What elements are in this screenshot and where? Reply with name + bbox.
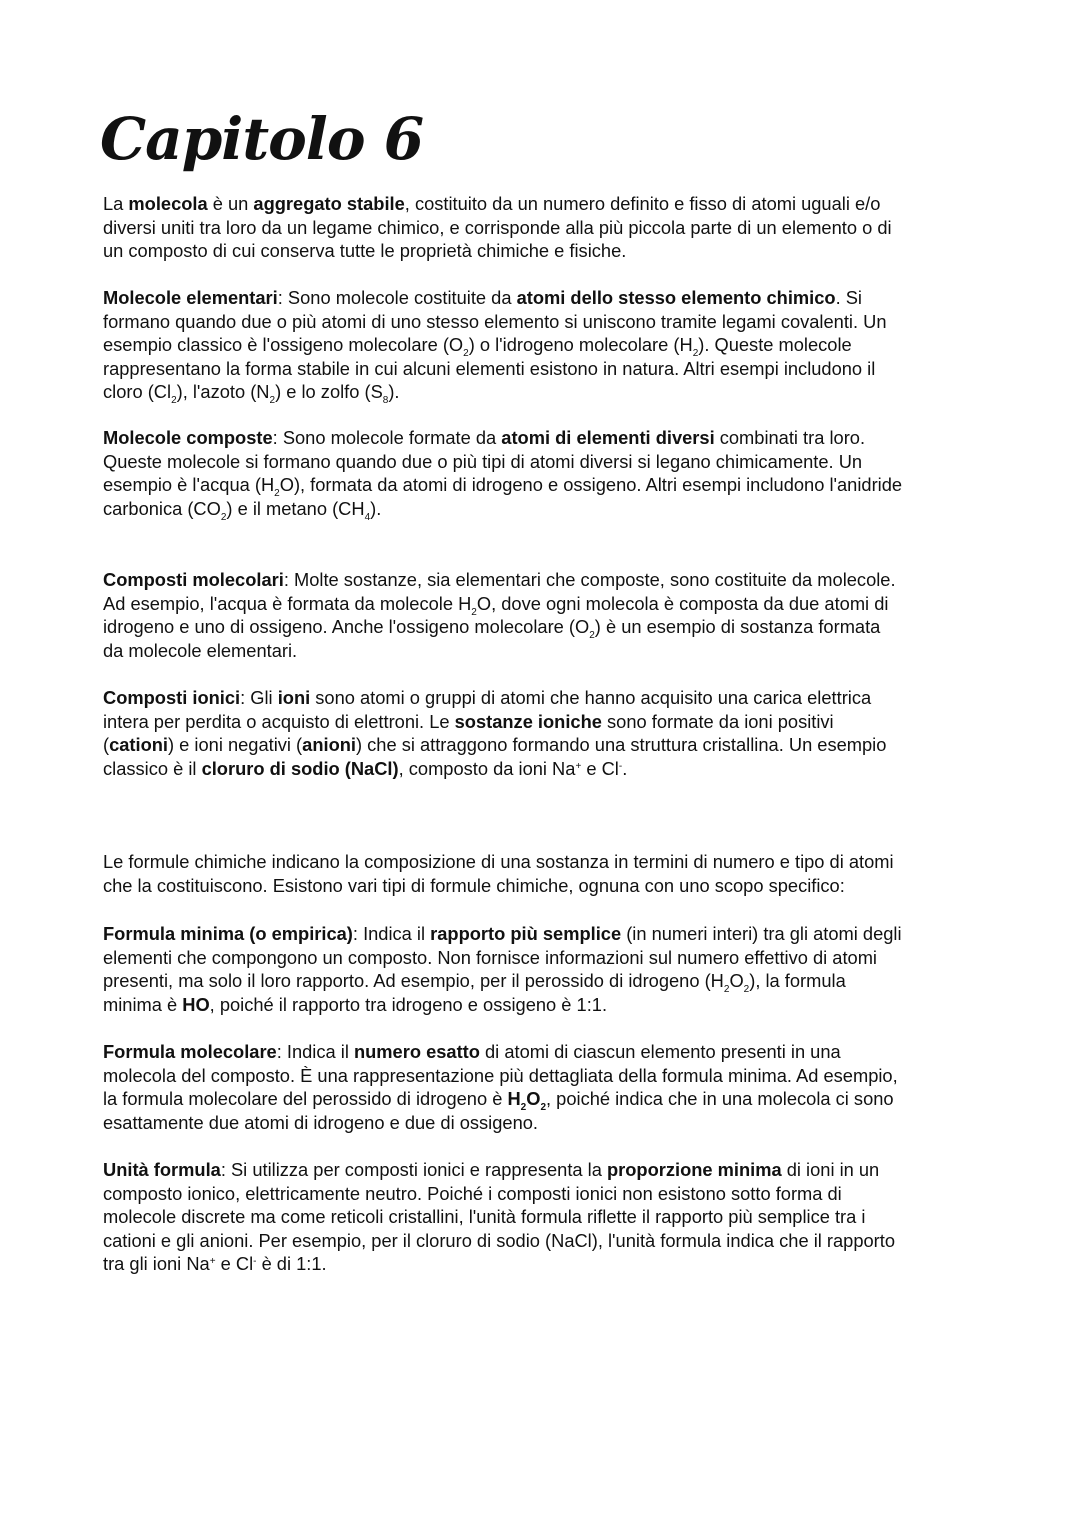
subscript: 2: [269, 395, 276, 407]
text-run: ) e lo zolfo (S: [275, 381, 383, 403]
text-run: : Indica il: [276, 1041, 354, 1062]
text-run: esempio è l'acqua (H: [103, 474, 275, 496]
text-run: molecola del composto. È una rappresentazione più dettagliata della formula minima. Ad esempio,: [103, 1064, 898, 1086]
text-run: ) che si attraggono formando una struttura cristallina. Un esempio: [355, 734, 887, 756]
text-run: ) o l'idrogeno molecolare (H: [468, 334, 693, 356]
text-run: esattamente due atomi di idrogeno e due di ossigeno.: [103, 1111, 538, 1133]
text-run: sono formate da ioni positivi: [601, 710, 834, 732]
superscript: +: [575, 760, 582, 772]
text-line: [103, 1205, 1003, 1229]
text-run: (: [103, 734, 110, 756]
text-run: presenti, ma solo il loro rapporto. Ad esempio, per il perossido di idrogeno (H: [103, 970, 724, 992]
subscript: 2: [171, 395, 177, 407]
bold-text: O: [526, 1088, 541, 1110]
subscript: 2: [723, 984, 730, 996]
text-run: carbonica (CO: [103, 497, 221, 519]
text-line: [103, 592, 1003, 616]
bold-text: cloruro di sodio (NaCl): [201, 757, 399, 779]
text-line: [103, 239, 1003, 263]
subscript: 2: [274, 488, 280, 500]
bold-text: Composti ionici: [103, 687, 241, 708]
text-run: : Si utilizza per composti ionici e rappresenta la: [220, 1159, 607, 1180]
paragraph-molecola-definition: [103, 192, 1003, 263]
paragraph-formula-molecolare: [103, 1040, 1003, 1134]
text-run: di atomi di ciascun elemento presenti in una: [479, 1041, 841, 1062]
text-run: elementi che compongono un composto. Non fornisce informazioni sul numero effettivo di atomi: [103, 946, 877, 968]
text-line: [103, 850, 1003, 874]
text-line: [103, 1158, 1003, 1182]
text-run: formano quando due o più atomi di uno stesso elemento si uniscono tramite legami covalenti. Un: [103, 310, 887, 332]
subscript: 2: [589, 630, 595, 642]
text-run: sono atomi o gruppi di atomi che hanno acquisito una carica elettrica: [310, 687, 872, 708]
text-line: [103, 733, 1003, 757]
text-run: ) e ioni negativi (: [168, 734, 303, 756]
text-run: un composto di cui conserva tutte le proprietà chimiche e fisiche.: [103, 240, 627, 262]
text-run: O), formata da atomi di idrogeno e ossigeno. Altri esempi includono l'anidride: [279, 474, 903, 496]
bold-text: cationi: [109, 734, 169, 756]
text-run: la formula molecolare del perossido di idrogeno è: [103, 1088, 508, 1110]
text-run: intera per perdita o acquisto di elettroni. Le: [103, 710, 455, 732]
text-line: [103, 473, 1003, 500]
page-title: Capitolo 6: [100, 105, 424, 173]
text-run: (in numeri interi) tra gli atomi degli: [621, 923, 902, 944]
text-line: [103, 1064, 1003, 1088]
text-run: rappresentano la forma stabile in cui alcuni elementi esistono in natura. Altri esempi includono il: [103, 357, 876, 379]
text-run: cloro (Cl: [103, 381, 172, 403]
superscript: +: [209, 1256, 216, 1268]
text-line: [103, 757, 1003, 781]
text-run: La: [103, 193, 129, 214]
text-run: ) e il metano (CH: [226, 497, 365, 519]
paragraph-unita-formula: [103, 1158, 1003, 1276]
paragraph-composti-ionici: [103, 686, 1003, 780]
text-run: , composto da ioni Na: [398, 757, 576, 779]
text-line: [103, 568, 1003, 592]
text-line: [103, 426, 1003, 450]
superscript: -: [253, 1256, 257, 1268]
text-run: Ad esempio, l'acqua è formata da molecole H: [103, 592, 472, 614]
paragraph-composti-molecolari: [103, 568, 1003, 662]
text-run: : Sono molecole costituite da: [277, 287, 517, 308]
text-run: .: [622, 757, 628, 779]
bold-text: Composti molecolari: [103, 569, 284, 590]
bold-text: anioni: [302, 734, 356, 756]
text-line: [103, 946, 1003, 970]
text-run: ). Queste molecole: [698, 334, 852, 356]
text-run: e Cl: [215, 1253, 254, 1275]
subscript: 8: [382, 395, 389, 407]
text-run: minima è: [103, 993, 183, 1015]
text-run: Queste molecole si formano quando due o più tipi di atomi diversi si legano chimicamente. Un: [103, 450, 863, 472]
subscript: 2: [520, 1102, 527, 1114]
text-run: : Indica il: [352, 923, 431, 944]
text-run: idrogeno e uno di ossigeno. Anche l'ossigeno molecolare (O: [103, 616, 590, 638]
text-run: ).: [370, 497, 382, 519]
text-line: [103, 686, 1003, 710]
text-run: molecole discrete ma come reticoli cristallini, l'unità formula riflette il rapporto più semplice tra i: [103, 1206, 866, 1228]
text-run: tra gli ioni Na: [103, 1253, 210, 1275]
paragraph-molecole-elementari: [103, 286, 1003, 407]
text-run: Le formule chimiche indicano la composizione di una sostanza in termini di numero e tipo di atomi: [103, 851, 894, 872]
subscript: 2: [692, 348, 699, 360]
paragraph-formule-intro: [103, 850, 1003, 897]
text-run: O: [729, 970, 744, 992]
bold-text: numero esatto: [353, 1041, 480, 1062]
text-line: [103, 1111, 1003, 1135]
text-line: [103, 969, 1003, 996]
text-run: , poiché il rapporto tra idrogeno e ossigeno è 1:1.: [209, 993, 608, 1015]
superscript: -: [618, 760, 623, 772]
bold-text: Formula molecolare: [103, 1041, 277, 1062]
text-run: ).: [388, 381, 400, 403]
bold-text: sostanze ioniche: [454, 710, 602, 732]
text-line: [103, 639, 1003, 663]
text-run: : Gli: [240, 687, 278, 708]
text-line: [103, 615, 1003, 642]
text-line: [103, 1087, 1003, 1114]
text-run: cationi e gli anioni. Per esempio, per il cloruro di sodio (NaCl), l'unità formula indica che il rapporto: [103, 1229, 895, 1251]
text-line: [103, 192, 1003, 216]
text-line: [103, 710, 1003, 734]
text-run: e Cl: [581, 757, 619, 779]
subscript: 4: [364, 511, 371, 523]
bold-text: aggregato stabile: [253, 193, 405, 214]
text-run: combinati tra loro.: [714, 427, 866, 448]
text-line: [103, 216, 1003, 240]
subscript: 2: [471, 606, 477, 618]
text-run: ), l'azoto (N: [176, 381, 270, 403]
bold-text: rapporto più semplice: [430, 923, 622, 944]
text-run: è un: [207, 193, 254, 214]
subscript: 2: [540, 1102, 547, 1114]
subscript: 2: [743, 984, 750, 996]
text-line: [103, 357, 1003, 381]
text-line: [103, 922, 1003, 946]
text-run: è di 1:1.: [256, 1253, 327, 1275]
text-run: diversi uniti tra loro da un legame chimico, e corrisponde alla più piccola parte di un elemento o di: [103, 216, 892, 238]
text-run: ), la formula: [749, 970, 846, 992]
text-line: [103, 1040, 1003, 1064]
subscript: 2: [463, 348, 469, 360]
text-run: , poiché indica che in una molecola ci sono: [546, 1088, 894, 1110]
text-run: ) è un esempio di sostanza formata: [594, 616, 881, 638]
text-run: che la costituiscono. Esistono vari tipi di formule chimiche, ognuna con uno scopo specifico:: [103, 874, 845, 896]
text-line: [103, 1229, 1003, 1253]
text-line: [103, 286, 1003, 310]
text-run: . Si: [835, 287, 862, 308]
text-run: esempio classico è l'ossigeno molecolare (O: [103, 334, 464, 356]
text-run: : Molte sostanze, sia elementari che composte, sono costituite da molecole.: [283, 569, 896, 590]
bold-text: Unità formula: [103, 1159, 221, 1180]
text-run: classico è il: [103, 757, 202, 779]
paragraph-molecole-composte: [103, 426, 1003, 523]
text-line: [103, 450, 1003, 474]
text-line: [103, 993, 1003, 1017]
text-line: [103, 874, 1003, 898]
paragraph-formula-minima: [103, 922, 1003, 1016]
text-run: di ioni in un: [781, 1159, 880, 1180]
bold-text: atomi di elementi diversi: [501, 427, 715, 448]
text-run: da molecole elementari.: [103, 639, 298, 661]
subscript: 2: [220, 511, 227, 523]
bold-text: Molecole elementari: [103, 287, 278, 308]
bold-text: Formula minima (o empirica): [103, 923, 353, 944]
bold-text: molecola: [128, 193, 208, 214]
bold-text: proporzione minima: [606, 1159, 782, 1180]
bold-text: ioni: [277, 687, 311, 708]
text-run: : Sono molecole formate da: [272, 427, 502, 448]
text-line: [103, 380, 1003, 407]
text-line: [103, 333, 1003, 360]
text-run: , costituito da un numero definito e fisso di atomi uguali e/o: [404, 193, 881, 214]
text-line: [103, 310, 1003, 334]
bold-text: H: [507, 1088, 521, 1110]
text-line: [103, 1252, 1003, 1276]
text-run: O, dove ogni molecola è composta da due atomi di: [476, 592, 889, 614]
text-line: [103, 1182, 1003, 1206]
bold-text: HO: [182, 993, 210, 1015]
text-run: composto ionico, elettricamente neutro. Poiché i composti ionici non esistono sotto forma di: [103, 1182, 842, 1204]
bold-text: atomi dello stesso elemento chimico: [516, 287, 836, 308]
bold-text: Molecole composte: [103, 427, 273, 448]
text-line: [103, 497, 1003, 521]
